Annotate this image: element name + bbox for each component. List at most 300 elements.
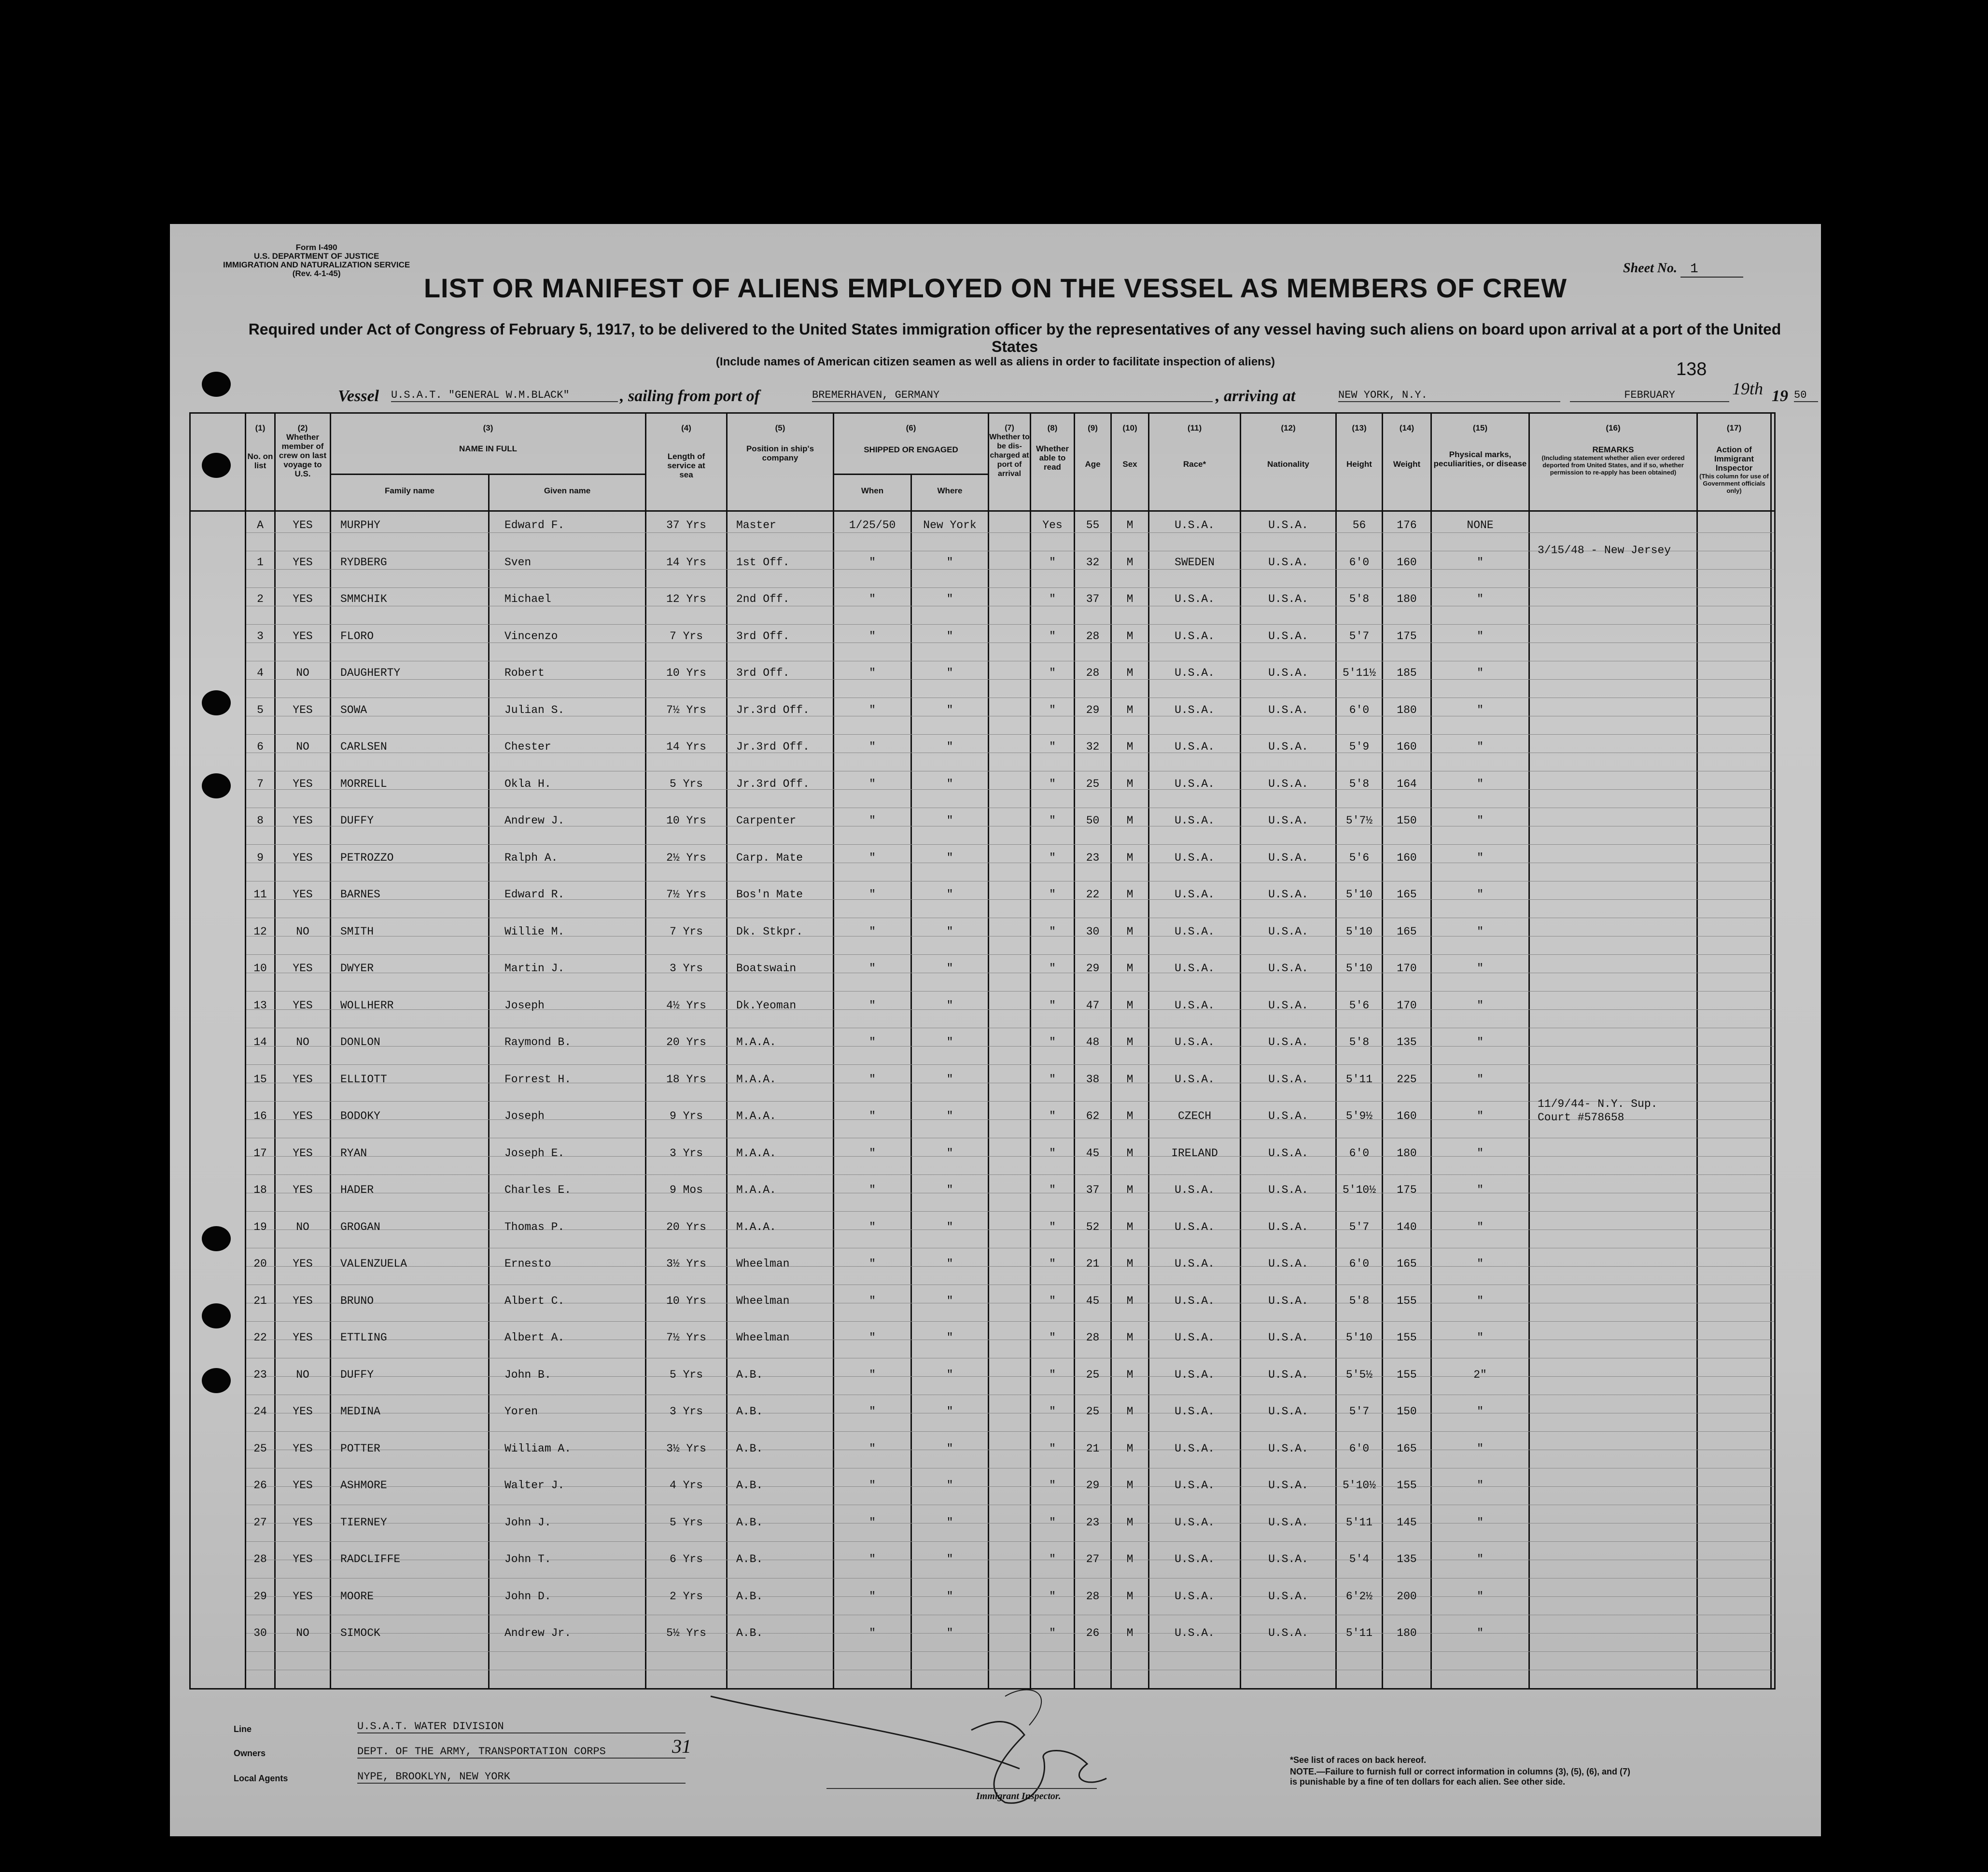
cell-position: A.B. — [736, 1405, 763, 1418]
cell-where: " — [946, 1368, 953, 1381]
cell-race: U.S.A. — [1175, 667, 1215, 679]
cell-position: M.A.A. — [736, 1220, 776, 1233]
cell-nat: U.S.A. — [1268, 1257, 1308, 1270]
cell-age: 47 — [1086, 999, 1100, 1012]
cell-race: SWEDEN — [1175, 556, 1215, 569]
cell-height: 5'9½ — [1345, 1110, 1373, 1122]
cell-nat: U.S.A. — [1268, 777, 1308, 790]
cell-prev: YES — [293, 888, 313, 901]
col-label: Length of service at sea — [667, 452, 705, 479]
cell-race: U.S.A. — [1175, 1627, 1215, 1639]
cell-nat: U.S.A. — [1268, 1405, 1308, 1418]
cell-age: 21 — [1086, 1257, 1100, 1270]
cell-where: " — [946, 1331, 953, 1344]
col-where-header: Where — [937, 486, 963, 495]
cell-age: 32 — [1086, 556, 1100, 569]
cell-service: 5 Yrs — [669, 1368, 703, 1381]
col-label: REMARKS — [1592, 445, 1634, 454]
cell-sex: M — [1126, 814, 1134, 827]
cell-age: 28 — [1086, 629, 1100, 643]
cell-service: 10 Yrs — [666, 814, 706, 827]
cell-height: 6'0 — [1349, 556, 1370, 569]
cell-where: " — [946, 1627, 953, 1639]
cell-nat: U.S.A. — [1268, 1590, 1308, 1603]
cell-weight: 175 — [1397, 1184, 1417, 1196]
cell-when: 1/25/50 — [849, 519, 896, 531]
cell-marks: " — [1477, 1294, 1484, 1307]
cell-read: " — [1049, 629, 1056, 643]
cell-when: " — [869, 962, 876, 975]
col-age-header — [1075, 423, 1110, 469]
cell-height: 5'9 — [1349, 740, 1370, 753]
cell-marks: " — [1477, 1220, 1484, 1233]
cell-given: Raymond B. — [504, 1036, 572, 1048]
cell-no: 7 — [257, 777, 264, 790]
cell-service: 4½ Yrs — [666, 999, 706, 1012]
col-label: Age — [1085, 460, 1101, 469]
column-divider — [726, 414, 728, 1688]
cell-when: " — [869, 556, 876, 569]
cell-service: 5½ Yrs — [666, 1627, 706, 1639]
cell-age: 48 — [1086, 1036, 1100, 1048]
cell-race: U.S.A. — [1175, 629, 1215, 643]
cell-where: " — [946, 703, 953, 716]
cell-read: " — [1049, 1146, 1056, 1160]
cell-where: " — [946, 1036, 953, 1048]
cell-position: Wheelman — [736, 1294, 790, 1307]
cell-marks: " — [1477, 962, 1484, 975]
cell-prev: NO — [296, 667, 309, 679]
ruling-line — [246, 624, 1774, 625]
cell-prev: YES — [293, 1405, 313, 1418]
cell-sex: M — [1126, 740, 1134, 753]
cell-prev: YES — [293, 1590, 313, 1603]
cell-family: DUFFY — [340, 814, 374, 827]
cell-race: IRELAND — [1171, 1146, 1218, 1160]
cell-weight: 165 — [1397, 1257, 1417, 1270]
cell-where: " — [946, 1220, 953, 1233]
cell-family: RYAN — [340, 1146, 367, 1160]
ruling-line — [246, 734, 1774, 735]
cell-family: FLORO — [340, 629, 374, 643]
cell-height: 5'7 — [1349, 1405, 1370, 1418]
col-label: NAME IN FULL — [459, 444, 517, 453]
cell-position: Jr.3rd Off. — [736, 740, 810, 753]
cell-height: 5'8 — [1349, 777, 1370, 790]
cell-age: 28 — [1086, 1331, 1100, 1344]
cell-age: 32 — [1086, 740, 1100, 753]
cell-when: " — [869, 1110, 876, 1122]
cell-marks: " — [1477, 1590, 1484, 1603]
cell-sex: M — [1126, 888, 1134, 901]
cell-given: John D. — [504, 1590, 551, 1603]
col-number: (13) — [1352, 423, 1367, 433]
cell-weight: 185 — [1397, 667, 1417, 679]
cell-nat: U.S.A. — [1268, 1184, 1308, 1196]
cell-age: 28 — [1086, 1590, 1100, 1603]
cell-family: MOORE — [340, 1590, 374, 1603]
cell-read: " — [1049, 925, 1056, 938]
cell-where: " — [946, 1073, 953, 1086]
cell-age: 23 — [1086, 1516, 1100, 1529]
cell-position: Wheelman — [736, 1257, 790, 1270]
cell-read: " — [1049, 740, 1056, 753]
cell-prev: YES — [293, 1331, 313, 1344]
ruling-line — [246, 1541, 1774, 1542]
cell-family: DUFFY — [340, 1368, 374, 1381]
cell-remarks: 3/15/48 - New Jersey — [1538, 544, 1671, 557]
cell-given: Willie M. — [504, 925, 565, 938]
cell-marks: " — [1477, 1516, 1484, 1529]
cell-read: " — [1049, 556, 1056, 569]
cell-service: 3 Yrs — [669, 1146, 703, 1160]
cell-sex: M — [1126, 1590, 1134, 1603]
cell-service: 3½ Yrs — [666, 1257, 706, 1270]
cell-marks: " — [1477, 667, 1484, 679]
cell-where: " — [946, 1479, 953, 1492]
cell-height: 5'10 — [1345, 888, 1373, 901]
cell-marks: " — [1477, 1442, 1484, 1455]
cell-sex: M — [1126, 1257, 1134, 1270]
cell-position: M.A.A. — [736, 1073, 776, 1086]
cell-race: U.S.A. — [1175, 1294, 1215, 1307]
cell-when: " — [869, 1627, 876, 1639]
cell-position: Jr.3rd Off. — [736, 703, 810, 716]
cell-nat: U.S.A. — [1268, 1220, 1308, 1233]
cell-marks: NONE — [1467, 519, 1494, 531]
cell-sex: M — [1126, 1036, 1134, 1048]
cell-given: Ernesto — [504, 1257, 551, 1270]
cell-family: RYDBERG — [340, 556, 387, 569]
cell-read: " — [1049, 851, 1056, 864]
cell-nat: U.S.A. — [1268, 1553, 1308, 1565]
cell-sex: M — [1126, 777, 1134, 790]
cell-marks: 2" — [1473, 1368, 1487, 1381]
col-race-header — [1149, 423, 1240, 469]
cell-prev: YES — [293, 851, 313, 864]
document-title: LIST OR MANIFEST OF ALIENS EMPLOYED ON THE VESSEL AS MEMBERS OF CREW — [423, 273, 1568, 303]
col-position-header — [728, 423, 833, 462]
cell-height: 5'10½ — [1342, 1184, 1376, 1196]
cell-sex: M — [1126, 1220, 1134, 1233]
cell-position: Boatswain — [736, 962, 797, 975]
cell-age: 62 — [1086, 1110, 1100, 1122]
cell-where: " — [946, 1553, 953, 1565]
cell-marks: " — [1477, 851, 1484, 864]
cell-height: 5'10 — [1345, 925, 1373, 938]
cell-marks: " — [1477, 1073, 1484, 1086]
cell-marks: " — [1477, 1257, 1484, 1270]
cell-read: " — [1049, 1553, 1056, 1565]
col-number: (7) — [1005, 424, 1014, 432]
column-divider — [988, 414, 989, 1688]
cell-nat: U.S.A. — [1268, 1073, 1308, 1086]
cell-family: ASHMORE — [340, 1479, 387, 1492]
cell-when: " — [869, 1220, 876, 1233]
cell-family: SMMCHIK — [340, 593, 387, 605]
cell-nat: U.S.A. — [1268, 740, 1308, 753]
cell-race: U.S.A. — [1175, 740, 1215, 753]
cell-race: U.S.A. — [1175, 1036, 1215, 1048]
ruling-line — [246, 679, 1774, 680]
cell-height: 5'7½ — [1345, 814, 1373, 827]
cell-weight: 155 — [1397, 1479, 1417, 1492]
cell-where: " — [946, 1405, 953, 1418]
cell-nat: U.S.A. — [1268, 851, 1308, 864]
cell-given: Martin J. — [504, 962, 565, 975]
cell-where: " — [946, 1294, 953, 1307]
cell-weight: 170 — [1397, 999, 1417, 1012]
vessel-name: U.S.A.T. "GENERAL W.M.BLACK" — [391, 389, 618, 402]
cell-given: John J. — [504, 1516, 551, 1529]
cell-height: 5'10 — [1345, 962, 1373, 975]
crew-table — [189, 412, 1776, 1690]
cell-sex: M — [1126, 1294, 1134, 1307]
cell-height: 5'8 — [1349, 1294, 1370, 1307]
cell-when: " — [869, 999, 876, 1012]
cell-nat: U.S.A. — [1268, 999, 1308, 1012]
cell-where: " — [946, 814, 953, 827]
col-number: (4) — [681, 423, 691, 433]
column-divider — [1528, 414, 1530, 1688]
cell-prev: YES — [293, 777, 313, 790]
cell-where: " — [946, 593, 953, 605]
cell-race: U.S.A. — [1175, 1368, 1215, 1381]
col-previous-voyage-header — [276, 423, 330, 478]
cell-weight: 160 — [1397, 740, 1417, 753]
cell-marks: " — [1477, 1146, 1484, 1160]
col-label: Nationality — [1267, 460, 1309, 469]
cell-height: 5'11 — [1345, 1627, 1373, 1639]
cell-family: MEDINA — [340, 1405, 380, 1418]
cell-read: " — [1049, 1368, 1056, 1381]
cell-marks: " — [1477, 1479, 1484, 1492]
cell-no: 18 — [253, 1184, 267, 1196]
cell-read: " — [1049, 1073, 1056, 1086]
cell-height: 5'7 — [1349, 1220, 1370, 1233]
inspector-label: Immigrant Inspector. — [976, 1791, 1061, 1802]
cell-age: 29 — [1086, 962, 1100, 975]
cell-service: 7½ Yrs — [666, 888, 706, 901]
local-agents-value: NYPE, BROOKLYN, NEW YORK — [357, 1771, 686, 1784]
cell-sex: M — [1126, 1442, 1134, 1455]
cell-when: " — [869, 1036, 876, 1048]
cell-family: DWYER — [340, 962, 374, 975]
cell-where: " — [946, 1184, 953, 1196]
column-divider — [1696, 414, 1698, 1688]
cell-family: MORRELL — [340, 777, 387, 790]
cell-sex: M — [1126, 1516, 1134, 1529]
cell-marks: " — [1477, 1331, 1484, 1344]
cell-when: " — [869, 1479, 876, 1492]
cell-prev: YES — [293, 1479, 313, 1492]
cell-sex: M — [1126, 703, 1134, 716]
cell-service: 7½ Yrs — [666, 703, 706, 716]
cell-no: 30 — [253, 1627, 267, 1639]
cell-age: 37 — [1086, 593, 1100, 605]
cell-position: 3rd Off. — [736, 629, 790, 643]
cell-given: Forrest H. — [504, 1073, 572, 1086]
cell-weight: 135 — [1397, 1553, 1417, 1565]
inspector-line — [826, 1788, 1097, 1789]
cell-marks: " — [1477, 1110, 1484, 1122]
form-revision: (Rev. 4-1-45) — [292, 269, 341, 278]
cell-sex: M — [1126, 1184, 1134, 1196]
cell-no: 5 — [257, 703, 264, 716]
col-when-header: When — [861, 486, 884, 495]
col-label: Height — [1346, 460, 1372, 469]
cell-prev: NO — [296, 740, 309, 753]
cell-race: CZECH — [1177, 1110, 1211, 1122]
cell-given: Edward R. — [504, 888, 565, 901]
col-sublabel: (Including statement whether alien ever ordered deported from United States, and if so, whether permission to re-apply has been obtained) — [1541, 454, 1685, 476]
cell-race: U.S.A. — [1175, 1516, 1215, 1529]
cell-read: " — [1049, 1405, 1056, 1418]
cell-family: DONLON — [340, 1036, 380, 1048]
cell-no: 29 — [253, 1590, 267, 1603]
cell-position: 2nd Off. — [736, 593, 790, 605]
cell-position: M.A.A. — [736, 1146, 776, 1160]
manifest-sheet — [170, 224, 1821, 1836]
arrival-day: 19th — [1732, 379, 1764, 398]
ruling-line — [246, 954, 1774, 955]
cell-race: U.S.A. — [1175, 1073, 1215, 1086]
inspector-signature — [691, 1662, 1300, 1827]
cell-height: 5'11 — [1345, 1516, 1373, 1529]
form-number: Form I-490 — [295, 243, 337, 252]
arrival-year-prefix: 19 — [1772, 387, 1788, 405]
cell-where: " — [946, 740, 953, 753]
cell-race: U.S.A. — [1175, 962, 1215, 975]
header-divider — [191, 510, 1774, 512]
cell-nat: U.S.A. — [1268, 1368, 1308, 1381]
cell-position: A.B. — [736, 1479, 763, 1492]
cell-weight: 135 — [1397, 1036, 1417, 1048]
cell-when: " — [869, 851, 876, 864]
ruling-line — [246, 1174, 1774, 1175]
cell-when: " — [869, 888, 876, 901]
col-no-header — [246, 423, 274, 470]
cell-given: Thomas P. — [504, 1220, 565, 1233]
cell-marks: " — [1477, 1405, 1484, 1418]
cell-prev: YES — [293, 1073, 313, 1086]
cell-read: " — [1049, 1257, 1056, 1270]
cell-weight: 140 — [1397, 1220, 1417, 1233]
cell-prev: YES — [293, 593, 313, 605]
cell-race: U.S.A. — [1175, 888, 1215, 901]
cell-weight: 160 — [1397, 851, 1417, 864]
cell-family: SMITH — [340, 925, 374, 938]
col-family-name-header: Family name — [385, 486, 434, 495]
cell-when: " — [869, 629, 876, 643]
race-note: *See list of races on back hereof. — [1290, 1755, 1427, 1765]
cell-nat: U.S.A. — [1268, 629, 1308, 643]
cell-given: John B. — [504, 1368, 551, 1381]
cell-sex: M — [1126, 1110, 1134, 1122]
cell-when: " — [869, 1516, 876, 1529]
handwritten-count: 31 — [672, 1735, 691, 1757]
col-number: (2) — [297, 423, 308, 433]
cell-service: 37 Yrs — [666, 519, 706, 531]
cell-sex: M — [1126, 556, 1134, 569]
cell-service: 10 Yrs — [666, 1294, 706, 1307]
cell-prev: NO — [296, 1368, 309, 1381]
ruling-line — [246, 569, 1774, 570]
cell-when: " — [869, 1146, 876, 1160]
cell-age: 26 — [1086, 1627, 1100, 1639]
column-divider — [1770, 414, 1772, 1688]
cell-prev: YES — [293, 556, 313, 569]
cell-read: " — [1049, 1627, 1056, 1639]
cell-when: " — [869, 1331, 876, 1344]
cell-sex: M — [1126, 1479, 1134, 1492]
cell-where: " — [946, 1146, 953, 1160]
cell-nat: U.S.A. — [1268, 925, 1308, 938]
ruling-line — [246, 587, 1774, 588]
cell-marks: " — [1477, 740, 1484, 753]
cell-prev: NO — [296, 1220, 309, 1233]
col-number: (5) — [775, 423, 785, 433]
col-number: (6) — [906, 423, 916, 433]
col-label: No. on list — [247, 452, 273, 470]
cell-read: " — [1049, 1184, 1056, 1196]
cell-prev: YES — [293, 814, 313, 827]
cell-service: 6 Yrs — [669, 1553, 703, 1565]
col-number: (1) — [255, 423, 266, 433]
cell-family: MURPHY — [340, 519, 380, 531]
cell-read: " — [1049, 962, 1056, 975]
cell-age: 25 — [1086, 1405, 1100, 1418]
cell-weight: 165 — [1397, 925, 1417, 938]
col-label: Action of Immigrant Inspector — [1714, 445, 1754, 473]
cell-read: " — [1049, 593, 1056, 605]
cell-where: " — [946, 777, 953, 790]
cell-height: 5'7 — [1349, 629, 1370, 643]
cell-age: 45 — [1086, 1146, 1100, 1160]
cell-family: RADCLIFFE — [340, 1553, 401, 1565]
col-sublabel: (This column for use of Government officials only) — [1699, 473, 1769, 494]
col-number: (16) — [1606, 423, 1621, 433]
cell-read: " — [1049, 1516, 1056, 1529]
cell-position: M.A.A. — [736, 1184, 776, 1196]
cell-nat: U.S.A. — [1268, 1294, 1308, 1307]
cell-nat: U.S.A. — [1268, 1442, 1308, 1455]
ruling-line — [246, 1651, 1774, 1652]
cell-prev: YES — [293, 1110, 313, 1122]
cell-sex: M — [1126, 999, 1134, 1012]
cell-when: " — [869, 667, 876, 679]
cell-age: 29 — [1086, 1479, 1100, 1492]
cell-service: 7½ Yrs — [666, 1331, 706, 1344]
cell-service: 14 Yrs — [666, 556, 706, 569]
cell-nat: U.S.A. — [1268, 556, 1308, 569]
cell-position: 1st Off. — [736, 556, 790, 569]
cell-race: U.S.A. — [1175, 1553, 1215, 1565]
cell-given: Joseph E. — [504, 1146, 565, 1160]
cell-position: Bos'n Mate — [736, 888, 803, 901]
cell-prev: YES — [293, 1553, 313, 1565]
cell-nat: U.S.A. — [1268, 962, 1308, 975]
cell-service: 2 Yrs — [669, 1590, 703, 1603]
cell-age: 28 — [1086, 667, 1100, 679]
line-label: Line — [234, 1724, 252, 1734]
cell-race: U.S.A. — [1175, 777, 1215, 790]
cell-no: 2 — [257, 593, 264, 605]
cell-height: 5'8 — [1349, 593, 1370, 605]
cell-when: " — [869, 740, 876, 753]
cell-where: " — [946, 888, 953, 901]
cell-race: U.S.A. — [1175, 999, 1215, 1012]
